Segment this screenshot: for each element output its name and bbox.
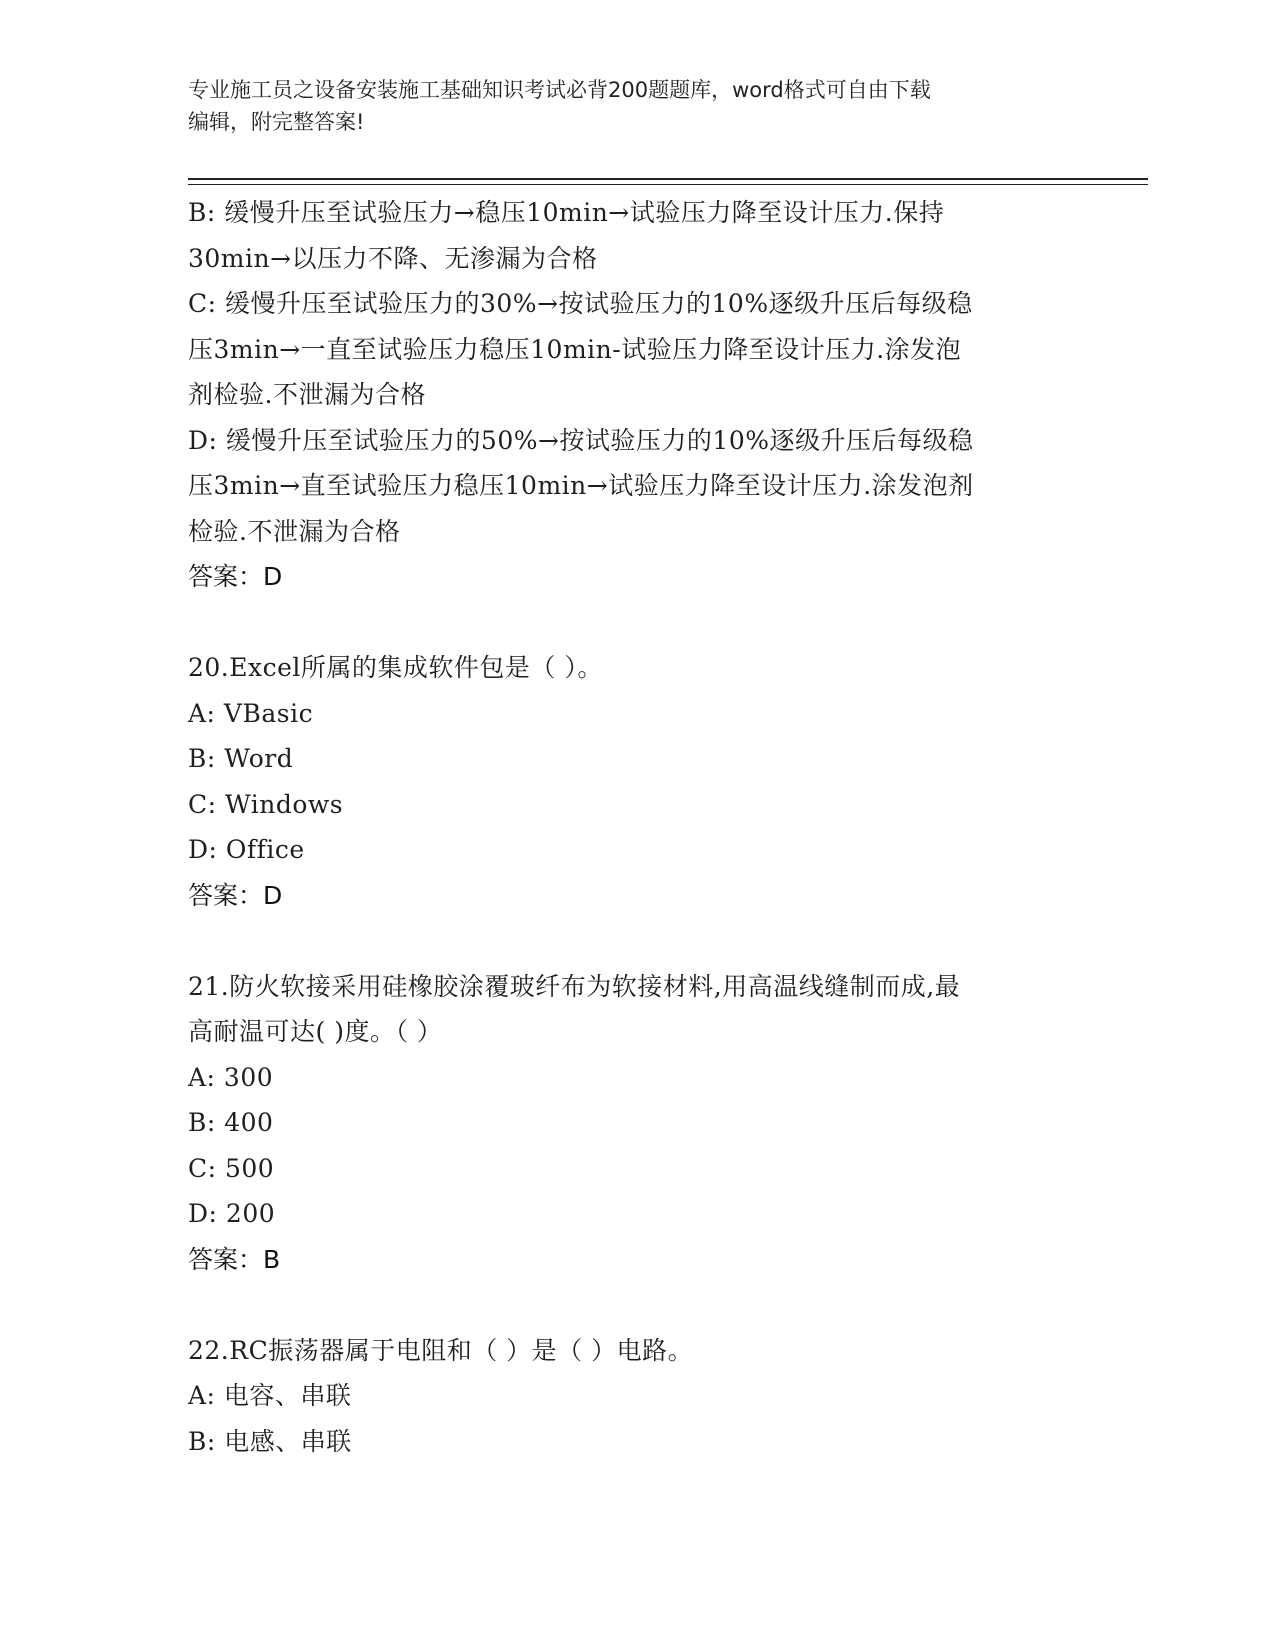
question-content (188, 190, 1068, 1464)
q21-option-d: D: 200 (188, 1199, 276, 1228)
q21-answer: 答案：B (188, 1244, 281, 1274)
spacer (188, 600, 1068, 646)
q22-question: 22.RC振荡器属于电阻和（ ）是（ ）电路。 (188, 1335, 694, 1365)
q20-option-c: C: Windows (188, 789, 344, 819)
question-19-block (188, 190, 1068, 600)
q20-option-a: A: VBasic (188, 698, 314, 728)
page-header (188, 74, 1088, 138)
header-title-line-1: 专业施工员之设备安装施工基础知识考试必背200题题库，word格式可自由下载 (188, 78, 931, 102)
spacer (188, 918, 1068, 964)
q19-option-d-line-1: D: 缓慢升压至试验压力的50%→按试验压力的10%逐级升压后每级稳 (188, 425, 974, 455)
header-title-line-2: 编辑，附完整答案! (188, 110, 365, 134)
q21-question-line-2: 高耐温可达( )度。（ ） (188, 1017, 443, 1046)
question-20-block (188, 645, 1068, 918)
q19-option-b-line-2: 30min→以压力不降、无渗漏为合格 (188, 243, 598, 273)
q21-question-line-1: 21.防火软接采用硅橡胶涂覆玻纤布为软接材料,用高温线缝制而成,最 (188, 971, 961, 1001)
q21-option-c: C: 500 (188, 1153, 275, 1183)
q19-option-c-line-3: 剂检验.不泄漏为合格 (188, 380, 426, 409)
q19-answer: 答案：D (188, 562, 283, 591)
q21-option-b: B: 400 (188, 1108, 274, 1137)
spacer (188, 1282, 1068, 1328)
q20-option-b: B: Word (188, 744, 294, 773)
q19-option-c-line-2: 压3min→一直至试验压力稳压10min-试验压力降至设计压力.涂发泡 (188, 334, 962, 364)
q20-question: 20.Excel所属的集成软件包是（ ）。 (188, 653, 603, 682)
q19-option-b-line-1: B: 缓慢升压至试验压力→稳压10min→试验压力降至设计压力.保持 (188, 198, 945, 227)
q22-option-b: B: 电感、串联 (188, 1426, 352, 1456)
header-rule-thick (188, 178, 1148, 180)
header-rule-thin (188, 184, 1148, 185)
q20-option-d: D: Office (188, 835, 305, 864)
q19-option-d-line-3: 检验.不泄漏为合格 (188, 516, 401, 546)
question-22-block (188, 1328, 1068, 1465)
q20-answer: 答案：D (188, 880, 283, 910)
question-21-block (188, 964, 1068, 1283)
q19-option-c-line-1: C: 缓慢升压至试验压力的30%→按试验压力的10%逐级升压后每级稳 (188, 289, 973, 318)
q19-option-d-line-2: 压3min→直至试验压力稳压10min→试验压力降至设计压力.涂发泡剂 (188, 471, 974, 500)
q22-option-a: A: 电容、串联 (188, 1381, 352, 1410)
q21-option-a: A: 300 (188, 1062, 274, 1092)
